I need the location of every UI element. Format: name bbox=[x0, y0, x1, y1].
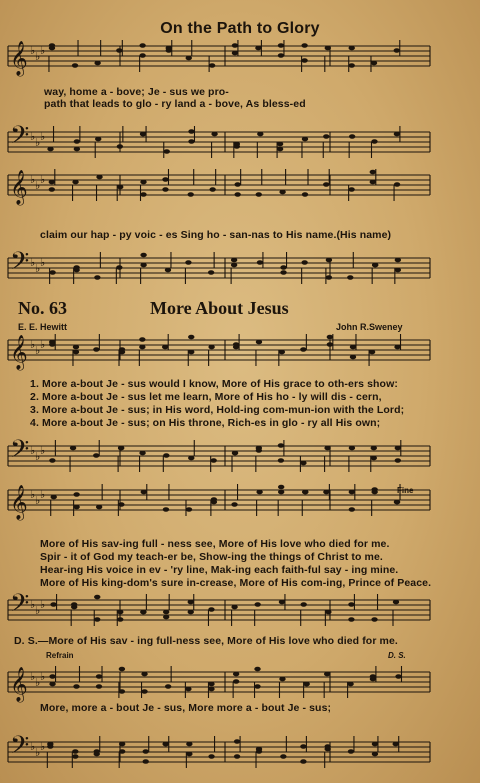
note-head bbox=[349, 490, 355, 495]
note-head bbox=[163, 453, 169, 458]
flat-icon: ♭ bbox=[40, 488, 46, 501]
note-head bbox=[208, 687, 214, 692]
note-head bbox=[327, 342, 333, 347]
treble-clef-icon: 𝄞 bbox=[10, 335, 28, 370]
note-head bbox=[278, 485, 284, 490]
lyric-line: path that leads to glo - ry land a - bove, As bless-ed bbox=[44, 98, 306, 110]
music-staff bbox=[8, 667, 430, 703]
note-head bbox=[116, 265, 122, 270]
note-head bbox=[395, 446, 401, 451]
flat-icon: ♭ bbox=[35, 50, 41, 63]
note-head bbox=[188, 600, 194, 605]
note-head bbox=[162, 187, 168, 192]
flat-icon: ♭ bbox=[30, 130, 36, 143]
note-head bbox=[255, 46, 261, 51]
flat-icon: ♭ bbox=[30, 444, 36, 457]
lyric-line: way, home a - bove; Je - sus we pro- bbox=[44, 86, 229, 98]
flat-icon: ♭ bbox=[35, 746, 41, 759]
note-head bbox=[370, 180, 376, 185]
note-head bbox=[208, 607, 214, 612]
hymn-title-on-the-path-to-glory: On the Path to Glory bbox=[160, 20, 320, 37]
note-head bbox=[324, 672, 330, 677]
flat-icon: ♭ bbox=[30, 740, 36, 753]
note-head bbox=[186, 752, 192, 757]
note-head bbox=[139, 451, 145, 456]
note-head bbox=[141, 672, 147, 677]
note-head bbox=[395, 258, 401, 263]
note-head bbox=[208, 682, 214, 687]
music-staff bbox=[8, 435, 430, 470]
second-half-line-4: More of His king-dom's sure in-crease, More of His com-ing, Prince of Peace. bbox=[40, 577, 432, 589]
note-head bbox=[143, 759, 149, 764]
note-head bbox=[349, 446, 355, 451]
ds-mark: D. S. bbox=[388, 651, 406, 660]
flat-icon: ♭ bbox=[30, 338, 36, 351]
note-head bbox=[51, 495, 57, 500]
music-staff bbox=[8, 121, 430, 156]
note-head bbox=[234, 739, 240, 744]
note-head bbox=[165, 268, 171, 273]
note-head bbox=[95, 137, 101, 142]
note-head bbox=[349, 507, 355, 512]
note-head bbox=[370, 674, 376, 679]
note-head bbox=[96, 505, 102, 510]
note-head bbox=[278, 43, 284, 48]
note-head bbox=[234, 182, 240, 187]
note-head bbox=[395, 674, 401, 679]
note-head bbox=[72, 754, 78, 759]
note-head bbox=[327, 335, 333, 340]
bass-clef-icon: 𝄢 bbox=[10, 247, 30, 282]
note-head bbox=[49, 180, 55, 185]
note-head bbox=[394, 182, 400, 187]
note-head bbox=[394, 48, 400, 53]
flat-icon: ♭ bbox=[30, 44, 36, 57]
note-head bbox=[348, 749, 354, 754]
note-head bbox=[74, 147, 80, 152]
note-head bbox=[185, 260, 191, 265]
lyricist-credit: E. E. Hewitt bbox=[18, 322, 68, 332]
note-head bbox=[119, 742, 125, 747]
note-head bbox=[96, 684, 102, 689]
note-head bbox=[188, 129, 194, 134]
note-head bbox=[349, 63, 355, 68]
note-head bbox=[119, 350, 125, 355]
note-head bbox=[371, 456, 377, 461]
note-head bbox=[256, 747, 262, 752]
bass-clef-icon: 𝄢 bbox=[10, 435, 30, 470]
note-head bbox=[162, 345, 168, 350]
note-head bbox=[370, 170, 376, 175]
note-head bbox=[300, 744, 306, 749]
music-staff bbox=[8, 335, 430, 371]
note-head bbox=[73, 268, 79, 273]
note-head bbox=[231, 263, 237, 268]
note-head bbox=[326, 258, 332, 263]
flat-icon: ♭ bbox=[30, 173, 36, 186]
note-head bbox=[50, 602, 56, 607]
note-head bbox=[371, 446, 377, 451]
note-head bbox=[163, 507, 169, 512]
note-head bbox=[140, 132, 146, 137]
music-staff bbox=[8, 731, 430, 766]
note-head bbox=[188, 350, 194, 355]
note-head bbox=[278, 458, 284, 463]
note-head bbox=[119, 749, 125, 754]
music-staff bbox=[8, 41, 430, 77]
note-head bbox=[188, 192, 194, 197]
note-head bbox=[49, 342, 55, 347]
note-head bbox=[232, 43, 238, 48]
note-head bbox=[302, 192, 308, 197]
note-head bbox=[371, 487, 377, 492]
note-head bbox=[73, 350, 79, 355]
flat-icon: ♭ bbox=[30, 256, 36, 269]
note-head bbox=[94, 61, 100, 66]
flat-icon: ♭ bbox=[30, 488, 36, 501]
bass-clef-icon: 𝄢 bbox=[10, 121, 30, 156]
note-head bbox=[234, 142, 240, 147]
note-head bbox=[94, 275, 100, 280]
bass-clef-icon: 𝄢 bbox=[10, 731, 30, 766]
note-head bbox=[349, 46, 355, 51]
flat-icon: ♭ bbox=[35, 344, 41, 357]
note-head bbox=[300, 461, 306, 466]
note-head bbox=[347, 682, 353, 687]
note-head bbox=[323, 182, 329, 187]
note-head bbox=[163, 610, 169, 615]
treble-clef-icon: 𝄞 bbox=[10, 667, 28, 702]
note-head bbox=[231, 258, 237, 263]
note-head bbox=[140, 610, 146, 615]
note-head bbox=[186, 56, 192, 61]
note-head bbox=[394, 132, 400, 137]
note-head bbox=[323, 490, 329, 495]
second-half-line-1: More of His sav-ing full - ness see, More of His love who died for me. bbox=[40, 538, 390, 550]
note-head bbox=[73, 345, 79, 350]
hymn-title-more-about-jesus: More About Jesus bbox=[150, 298, 289, 318]
note-head bbox=[233, 345, 239, 350]
second-half-line-3: Hear-ing His voice in ev - 'ry line, Mak-ing each faith-ful say - ing mine. bbox=[40, 564, 399, 576]
note-head bbox=[188, 456, 194, 461]
flat-icon: ♭ bbox=[40, 740, 46, 753]
note-head bbox=[94, 752, 100, 757]
music-staff bbox=[8, 170, 430, 206]
note-head bbox=[211, 500, 217, 505]
note-head bbox=[277, 142, 283, 147]
note-head bbox=[323, 134, 329, 139]
note-head bbox=[279, 600, 285, 605]
note-head bbox=[394, 500, 400, 505]
note-head bbox=[116, 48, 122, 53]
verse-line-4: 4. More a-bout Je - sus; on His throne, Rich-es in glo - ry all His own; bbox=[30, 417, 381, 429]
note-head bbox=[119, 667, 125, 672]
note-head bbox=[278, 53, 284, 58]
flat-icon: ♭ bbox=[40, 256, 46, 269]
flat-icon: ♭ bbox=[40, 44, 46, 57]
note-head bbox=[72, 180, 78, 185]
note-head bbox=[141, 689, 147, 694]
flat-icon: ♭ bbox=[30, 598, 36, 611]
note-head bbox=[117, 185, 123, 190]
note-head bbox=[324, 744, 330, 749]
note-head bbox=[257, 132, 263, 137]
note-head bbox=[350, 355, 356, 360]
note-head bbox=[234, 754, 240, 759]
note-head bbox=[348, 602, 354, 607]
note-head bbox=[302, 137, 308, 142]
note-head bbox=[302, 490, 308, 495]
note-head bbox=[371, 139, 377, 144]
note-head bbox=[232, 51, 238, 56]
note-head bbox=[49, 270, 55, 275]
note-head bbox=[164, 149, 170, 154]
note-head bbox=[347, 275, 353, 280]
note-head bbox=[208, 754, 214, 759]
note-head bbox=[139, 345, 145, 350]
music-staff bbox=[8, 485, 430, 521]
verse-line-3: 3. More a-bout Je - sus; in His word, Hold-ing com-mun-ion with the Lord; bbox=[30, 404, 405, 416]
note-head bbox=[93, 453, 99, 458]
note-head bbox=[188, 335, 194, 340]
note-head bbox=[280, 265, 286, 270]
note-head bbox=[303, 682, 309, 687]
flat-icon: ♭ bbox=[35, 450, 41, 463]
note-head bbox=[301, 260, 307, 265]
note-head bbox=[139, 337, 145, 342]
note-head bbox=[256, 448, 262, 453]
note-head bbox=[49, 682, 55, 687]
note-head bbox=[372, 263, 378, 268]
note-head bbox=[254, 684, 260, 689]
music-staff bbox=[8, 247, 430, 282]
note-head bbox=[231, 605, 237, 610]
note-head bbox=[49, 187, 55, 192]
note-head bbox=[369, 350, 375, 355]
note-head bbox=[279, 677, 285, 682]
flat-icon: ♭ bbox=[35, 494, 41, 507]
note-head bbox=[47, 744, 53, 749]
flat-icon: ♭ bbox=[40, 173, 46, 186]
note-head bbox=[186, 742, 192, 747]
composer-credit: John R.Sweney bbox=[336, 322, 403, 332]
treble-clef-icon: 𝄞 bbox=[10, 41, 28, 76]
note-head bbox=[325, 46, 331, 51]
note-head bbox=[139, 43, 145, 48]
second-half-line-2: Spir - it of God my teach-er be, Show-ing the things of Christ to me. bbox=[40, 551, 383, 563]
note-head bbox=[278, 443, 284, 448]
flat-icon: ♭ bbox=[40, 670, 46, 683]
note-head bbox=[280, 270, 286, 275]
note-head bbox=[395, 458, 401, 463]
note-head bbox=[140, 180, 146, 185]
note-head bbox=[233, 679, 239, 684]
flat-icon: ♭ bbox=[35, 604, 41, 617]
flat-icon: ♭ bbox=[35, 262, 41, 275]
note-head bbox=[256, 340, 262, 345]
note-head bbox=[211, 132, 217, 137]
treble-clef-icon: 𝄞 bbox=[10, 485, 28, 520]
note-head bbox=[70, 446, 76, 451]
note-head bbox=[162, 177, 168, 182]
note-head bbox=[208, 270, 214, 275]
note-head bbox=[210, 458, 216, 463]
lyric-line: claim our hap - py voic - es Sing ho - san-nas to His name.(His name) bbox=[40, 229, 392, 241]
note-head bbox=[372, 752, 378, 757]
note-head bbox=[301, 43, 307, 48]
note-head bbox=[371, 617, 377, 622]
note-head bbox=[72, 63, 78, 68]
flat-icon: ♭ bbox=[35, 179, 41, 192]
note-head bbox=[163, 615, 169, 620]
note-head bbox=[185, 687, 191, 692]
note-head bbox=[350, 345, 356, 350]
note-head bbox=[49, 43, 55, 48]
note-head bbox=[254, 667, 260, 672]
note-head bbox=[325, 610, 331, 615]
note-head bbox=[278, 490, 284, 495]
flat-icon: ♭ bbox=[30, 670, 36, 683]
note-head bbox=[141, 490, 147, 495]
note-head bbox=[233, 672, 239, 677]
note-head bbox=[93, 347, 99, 352]
note-head bbox=[49, 674, 55, 679]
note-head bbox=[394, 345, 400, 350]
note-head bbox=[348, 617, 354, 622]
note-head bbox=[71, 602, 77, 607]
note-head bbox=[208, 345, 214, 350]
refrain-lyric-line: More, more a - bout Je - sus, More more a - bout Je - sus; bbox=[40, 702, 332, 714]
note-head bbox=[324, 446, 330, 451]
note-head bbox=[188, 610, 194, 615]
note-head bbox=[140, 192, 146, 197]
note-head bbox=[279, 190, 285, 195]
note-head bbox=[140, 253, 146, 258]
note-head bbox=[165, 684, 171, 689]
note-head bbox=[73, 505, 79, 510]
note-head bbox=[73, 492, 79, 497]
treble-clef-icon: 𝄞 bbox=[10, 170, 28, 205]
note-head bbox=[349, 134, 355, 139]
note-head bbox=[47, 147, 53, 152]
note-head bbox=[277, 147, 283, 152]
note-head bbox=[166, 48, 172, 53]
note-head bbox=[393, 600, 399, 605]
note-head bbox=[280, 754, 286, 759]
fine-mark: Fine bbox=[397, 486, 414, 495]
note-head bbox=[117, 610, 123, 615]
note-head bbox=[231, 502, 237, 507]
note-head bbox=[300, 347, 306, 352]
note-head bbox=[279, 350, 285, 355]
note-head bbox=[94, 595, 100, 600]
note-head bbox=[348, 187, 354, 192]
note-head bbox=[49, 458, 55, 463]
note-head bbox=[74, 139, 80, 144]
refrain-label: Refrain bbox=[46, 651, 74, 660]
note-head bbox=[118, 446, 124, 451]
flat-icon: ♭ bbox=[40, 444, 46, 457]
note-head bbox=[140, 263, 146, 268]
verse-line-2: 2. More a-bout Je - sus let me learn, More of His ho - ly will dis - cern, bbox=[30, 391, 382, 403]
note-head bbox=[209, 187, 215, 192]
flat-icon: ♭ bbox=[40, 130, 46, 143]
note-head bbox=[72, 749, 78, 754]
note-head bbox=[143, 749, 149, 754]
bass-clef-icon: 𝄢 bbox=[10, 589, 30, 624]
note-head bbox=[117, 617, 123, 622]
note-head bbox=[234, 192, 240, 197]
note-head bbox=[209, 63, 215, 68]
note-head bbox=[232, 451, 238, 456]
flat-icon: ♭ bbox=[35, 136, 41, 149]
note-head bbox=[256, 490, 262, 495]
note-head bbox=[96, 674, 102, 679]
note-head bbox=[118, 502, 124, 507]
dal-segno-line: D. S.—More of His sav - ing full-ness see, More of His love who died for me. bbox=[14, 635, 398, 647]
note-head bbox=[186, 507, 192, 512]
note-head bbox=[301, 58, 307, 63]
note-head bbox=[301, 602, 307, 607]
note-head bbox=[117, 144, 123, 149]
note-head bbox=[257, 260, 263, 265]
flat-icon: ♭ bbox=[40, 598, 46, 611]
note-head bbox=[300, 759, 306, 764]
note-head bbox=[188, 139, 194, 144]
note-head bbox=[163, 742, 169, 747]
flat-icon: ♭ bbox=[35, 676, 41, 689]
note-head bbox=[393, 742, 399, 747]
note-head bbox=[96, 175, 102, 180]
note-head bbox=[254, 602, 260, 607]
note-head bbox=[395, 268, 401, 273]
hymn-number: No. 63 bbox=[18, 298, 67, 318]
note-head bbox=[139, 53, 145, 58]
verse-line-1: 1. More a-bout Je - sus would I know, More of His grace to oth-ers show: bbox=[30, 378, 398, 390]
note-head bbox=[73, 684, 79, 689]
flat-icon: ♭ bbox=[40, 338, 46, 351]
note-head bbox=[119, 689, 125, 694]
note-head bbox=[256, 192, 262, 197]
note-head bbox=[94, 617, 100, 622]
note-head bbox=[371, 61, 377, 66]
note-head bbox=[326, 275, 332, 280]
note-head bbox=[372, 742, 378, 747]
